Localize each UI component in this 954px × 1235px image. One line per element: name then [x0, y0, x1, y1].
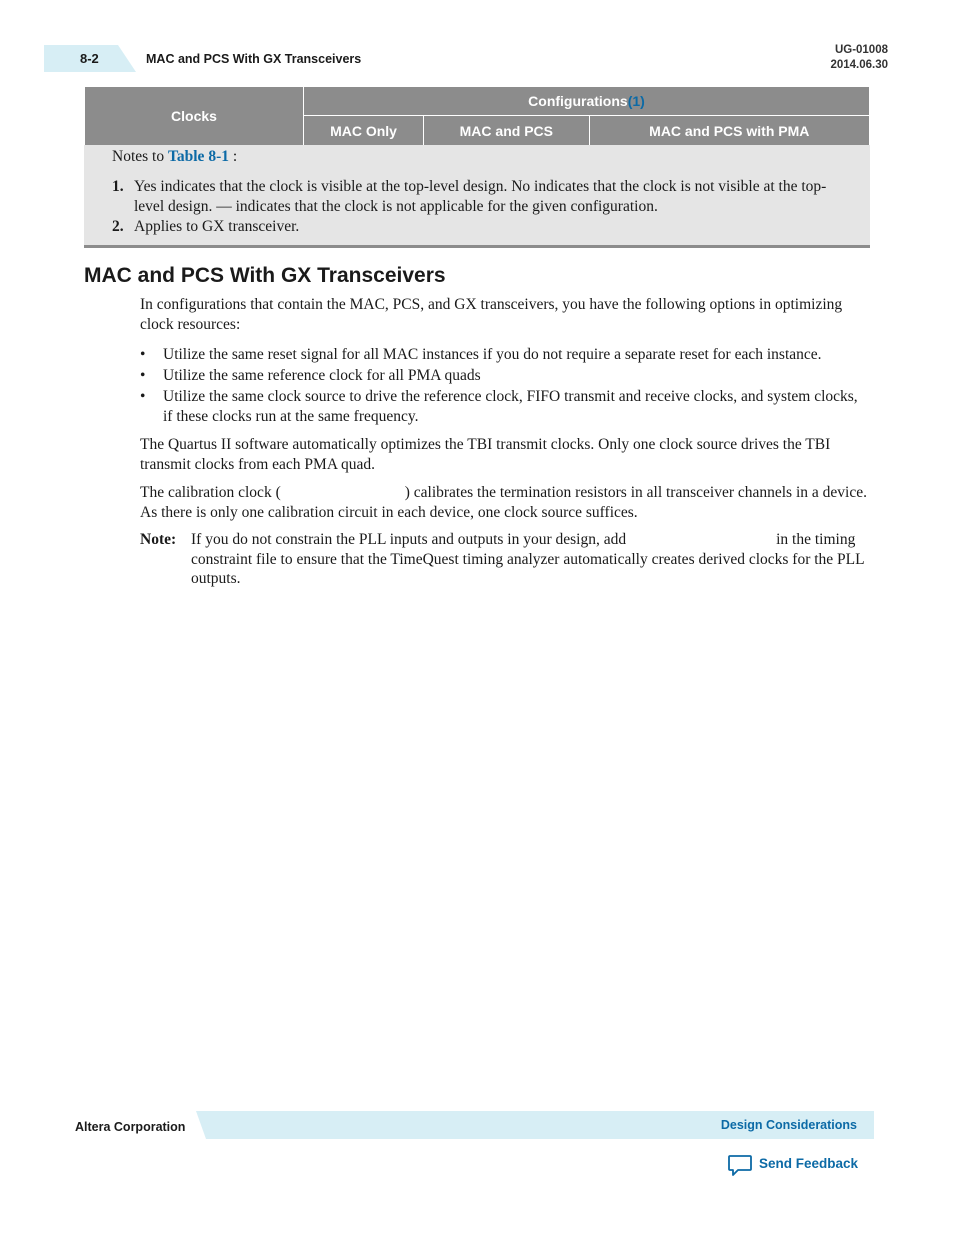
tbi-paragraph: The Quartus II software automatically optimizes the TBI transmit clocks. Only one clock source drives the TBI transmit clocks from each PMA quad. [140, 436, 831, 473]
table-reference-link[interactable]: Table 8-1 [167, 148, 229, 165]
list-item-text: Utilize the same reset signal for all MAC instances if you do not require a separate reset for each instance. [163, 346, 822, 363]
calibration-text-end: ) calibrates the termination resistors in all transceiver channels in a device. As there is only one calibration circuit in each device, one clock source suffices. [140, 484, 867, 521]
col-header-mac-and-pcs: MAC and PCS [424, 116, 590, 146]
list-item-text: Utilize the same reference clock for all PMA quads [163, 367, 481, 384]
note-block [140, 530, 870, 589]
footnote-link[interactable]: (1) [627, 93, 645, 109]
notes-prefix: Notes to [112, 148, 165, 165]
options-list [140, 345, 870, 428]
speech-bubble-icon [727, 1154, 753, 1178]
calibration-paragraph [140, 483, 870, 522]
col-header-clocks: Clocks [85, 87, 304, 146]
col-header-mac-pcs-pma: MAC and PCS with PMA [589, 116, 869, 146]
notes-heading [112, 148, 237, 166]
doc-id: UG-01008 [834, 44, 888, 56]
running-title: MAC and PCS With GX Transceivers [146, 52, 362, 66]
list-item [140, 345, 870, 365]
note-item [112, 217, 852, 237]
note-label: Note: [140, 531, 177, 548]
company-name: Altera Corporation [75, 1120, 186, 1134]
calibration-text-start: The calibration clock ( [140, 484, 281, 501]
footer-section-link[interactable]: Design Considerations [720, 1118, 857, 1132]
section-title: MAC and PCS With GX Transceivers [84, 264, 446, 287]
note-text: Yes indicates that the clock is visible at the top-level design. No indicates that the clock is not visible at the top-level design. — indicates that the clock is not applicable for the given configuration. [134, 178, 827, 215]
doc-date: 2014.06.30 [830, 59, 888, 71]
note-body [191, 530, 870, 589]
page-number: 8-2 [80, 51, 99, 66]
note-text-end: in the timing constraint file to ensure that the TimeQuest timing analyzer automatically creates derived clocks for the PLL outputs. [191, 531, 865, 587]
configurations-label: Configurations [528, 93, 628, 109]
col-header-mac-only: MAC Only [304, 116, 424, 146]
doc-info [830, 43, 888, 73]
intro-paragraph: In configurations that contain the MAC, PCS, and GX transceivers, you have the following options in optimizing clock resources: [140, 296, 843, 333]
bullet-icon: • [140, 388, 146, 405]
col-header-configurations [304, 87, 870, 116]
note-text: Applies to GX transceiver. [134, 218, 300, 235]
bullet-icon: • [140, 367, 146, 384]
note-number: 1. [112, 178, 124, 195]
table-notes [84, 145, 870, 248]
send-feedback-label[interactable]: Send Feedback [759, 1156, 859, 1171]
list-item [140, 366, 870, 386]
list-item-text: Utilize the same clock source to drive the reference clock, FIFO transmit and receive clocks, and system clocks, if these clocks run at the same frequency. [163, 388, 858, 425]
note-text-start: If you do not constrain the PLL inputs and outputs in your design, add [191, 531, 627, 548]
notes-suffix: : [232, 148, 238, 165]
bullet-icon: • [140, 346, 146, 363]
note-item [112, 177, 852, 217]
list-item [140, 387, 870, 427]
clock-configuration-table [84, 86, 870, 146]
note-number: 2. [112, 218, 124, 235]
